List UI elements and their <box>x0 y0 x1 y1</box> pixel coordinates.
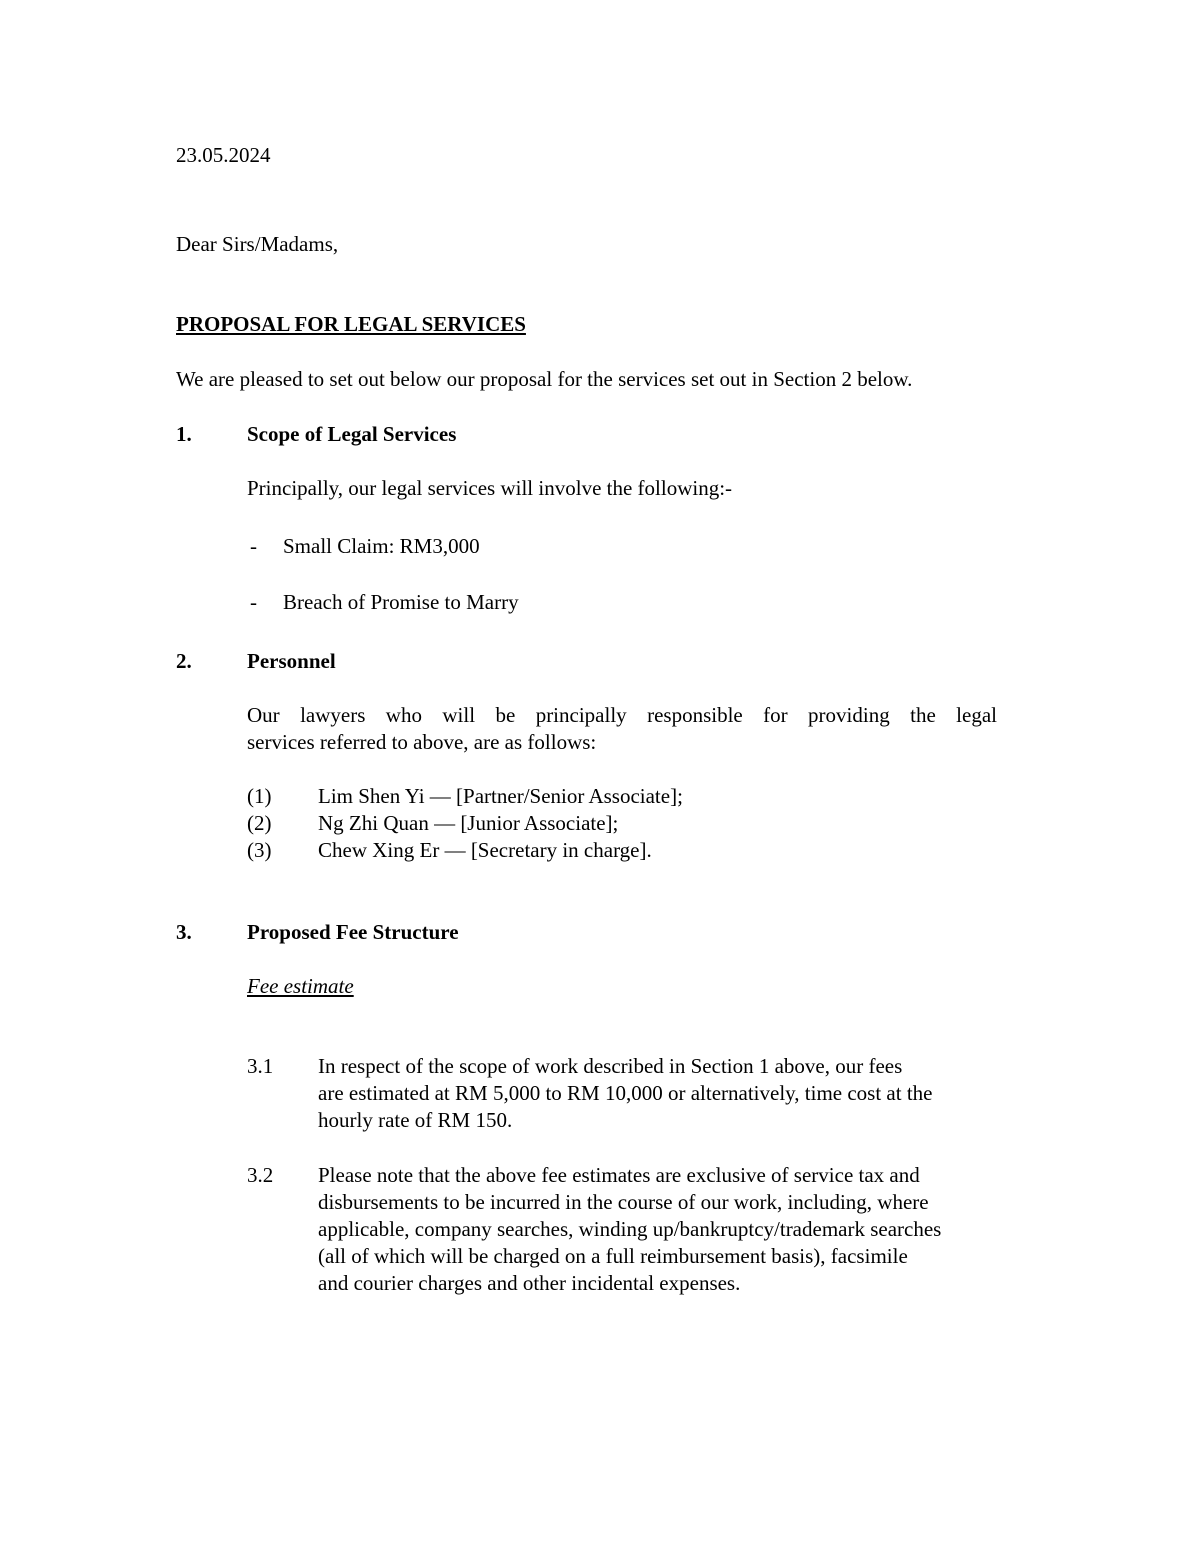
clause-line: In respect of the scope of work described in Section 1 above, our fees <box>318 1054 903 1078</box>
list-bullet: - <box>250 534 257 558</box>
clause-number: 3.1 <box>247 1054 274 1078</box>
person-entry: Lim Shen Yi — [Partner/Senior Associate]; <box>318 784 683 808</box>
person-entry: Chew Xing Er — [Secretary in charge]. <box>318 838 652 862</box>
letter-date: 23.05.2024 <box>176 143 271 167</box>
document-title: PROPOSAL FOR LEGAL SERVICES <box>176 312 526 336</box>
section-1-number: 1. <box>176 422 192 446</box>
clause-line: hourly rate of RM 150. <box>318 1108 513 1132</box>
list-bullet: - <box>250 590 257 614</box>
section-2-lead-line-1: Our lawyers who will be principally responsible for providing the legal <box>247 703 997 727</box>
clause-line: disbursements to be incurred in the course of our work, including, where <box>318 1190 929 1214</box>
section-2-lead-line-2: services referred to above, are as follows: <box>247 730 597 754</box>
intro-paragraph: We are pleased to set out below our proposal for the services set out in Section 2 below. <box>176 367 913 391</box>
section-3-heading: Proposed Fee Structure <box>247 920 459 944</box>
clause-line: applicable, company searches, winding up/bankruptcy/trademark searches <box>318 1217 942 1241</box>
fee-estimate-subheading: Fee estimate <box>247 974 354 998</box>
salutation: Dear Sirs/Madams, <box>176 232 339 256</box>
section-2-heading: Personnel <box>247 649 336 673</box>
person-number: (3) <box>247 838 272 862</box>
section-1-heading: Scope of Legal Services <box>247 422 457 446</box>
person-number: (1) <box>247 784 272 808</box>
section-2-number: 2. <box>176 649 192 673</box>
clause-line: Please note that the above fee estimates are exclusive of service tax and <box>318 1163 920 1187</box>
clause-line: (all of which will be charged on a full reimbursement basis), facsimile <box>318 1244 908 1268</box>
clause-line: and courier charges and other incidental expenses. <box>318 1271 741 1295</box>
list-item: Small Claim: RM3,000 <box>283 534 480 558</box>
section-3-number: 3. <box>176 920 192 944</box>
clause-number: 3.2 <box>247 1163 274 1187</box>
person-entry: Ng Zhi Quan — [Junior Associate]; <box>318 811 619 835</box>
person-number: (2) <box>247 811 272 835</box>
section-1-lead: Principally, our legal services will involve the following:- <box>247 476 733 500</box>
list-item: Breach of Promise to Marry <box>283 590 519 614</box>
clause-line: are estimated at RM 5,000 to RM 10,000 or alternatively, time cost at the <box>318 1081 933 1105</box>
